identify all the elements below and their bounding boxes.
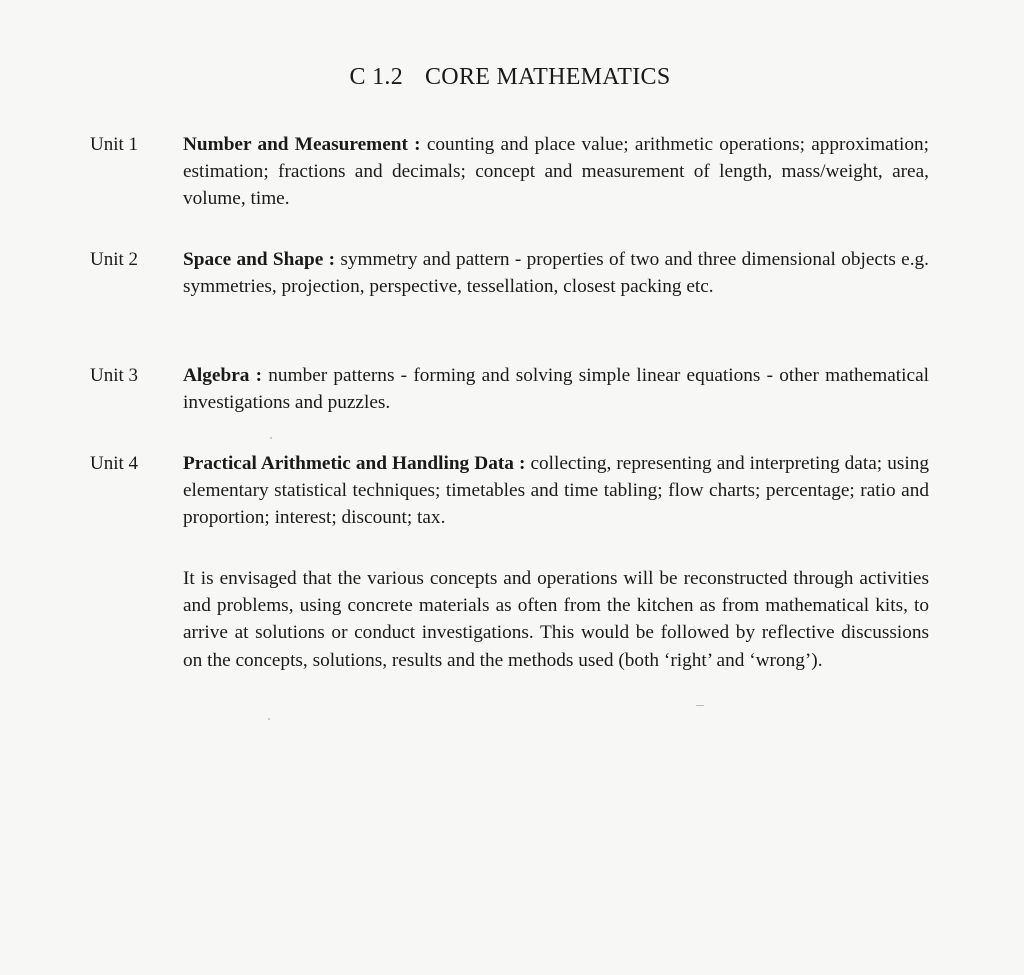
closing-paragraph: It is envisaged that the various concepts and operations will be reconstructed through activities and problems, using concrete materials as often from the kitchen as from mathematical kits, to arrive at solutions or conduct investigations. This would be followed by reflective discussions on the concepts, solutions, results and the methods used (both ‘right’ and ‘wrong’). [183,568,929,671]
unit-label: Unit 1 [90,134,139,155]
unit-body: number patterns - forming and solving simple linear equations - other mathematical investigations and puzzles. [183,365,929,413]
scan-speck [268,718,270,720]
unit-description [183,246,929,300]
unit-heading: Number and Measurement : [183,134,421,155]
unit-description [183,450,929,531]
scan-speck [270,437,272,439]
unit-label: Unit 3 [90,365,139,386]
unit-description [183,131,929,212]
unit-label: Unit 2 [90,249,139,270]
course-name: CORE MATHEMATICS [425,64,671,90]
unit-heading: Practical Arithmetic and Handling Data : [183,453,526,474]
unit-heading: Algebra : [183,365,263,386]
unit-label: Unit 4 [90,453,139,474]
scan-speck [696,705,704,706]
unit-body: collecting, representing and interpreting data; using elementary statistical techniques; timetables and time tabling; flow charts; percentage; ratio and proportion; interest; discount; tax. [183,453,929,528]
unit-body: symmetry and pattern - properties of two and three dimensional objects e.g. symmetries, projection, perspective, tessellation, closest packing etc. [183,249,929,297]
unit-heading: Space and Shape : [183,249,336,270]
course-code: C 1.2 [349,64,403,90]
unit-description [183,362,929,416]
page-title [0,64,1020,91]
unit-body: counting and place value; arithmetic operations; approximation; estimation; fractions and decimals; concept and measurement of length, mass/weight, area, volume, time. [183,134,930,209]
